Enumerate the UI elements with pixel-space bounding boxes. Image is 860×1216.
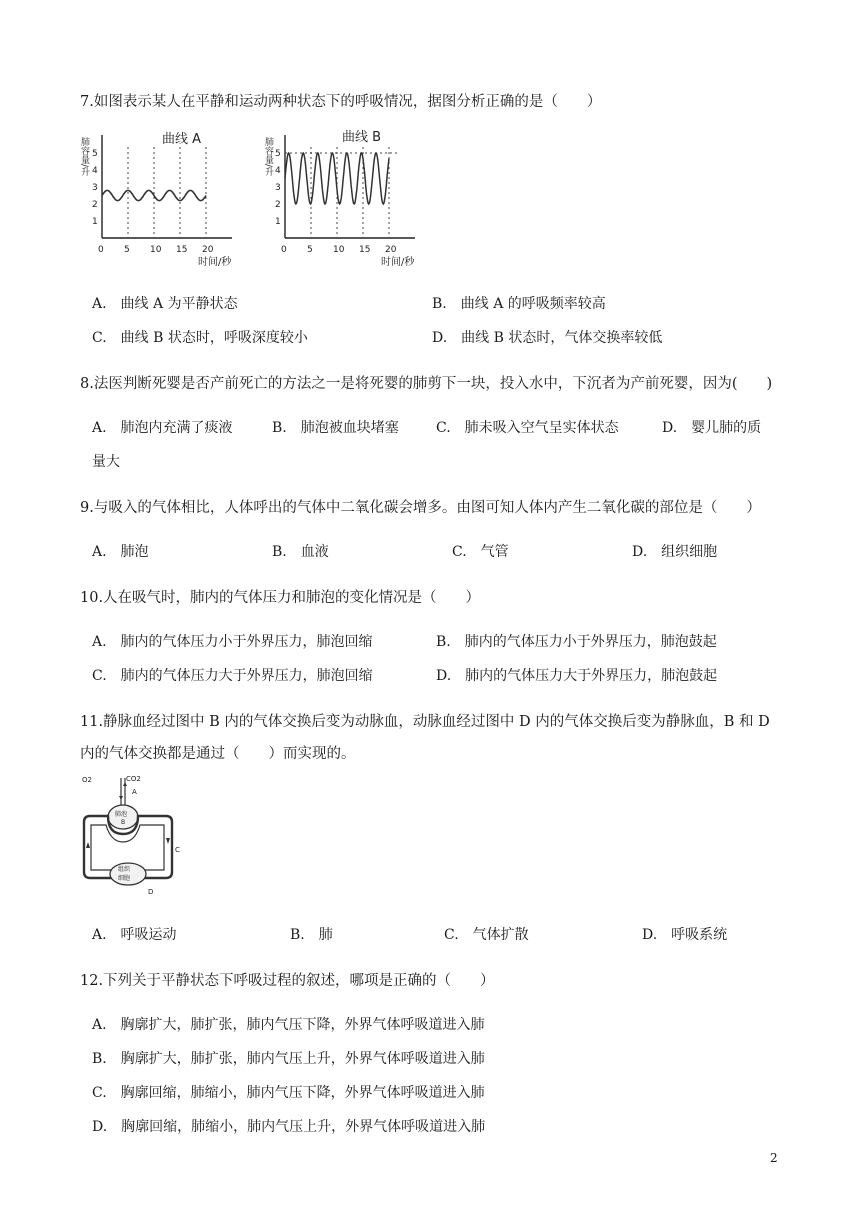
a-ytick-label: 4 (92, 166, 98, 176)
arrow-o2-down (119, 796, 123, 800)
a-xtick-label: 0 (98, 245, 104, 255)
chart-a-ylabel: 肺容量/升 (80, 137, 89, 177)
q11-stem-line2: 内的气体交换都是通过（ ）而实现的。 (80, 746, 356, 762)
q10-option-d[interactable]: D. 肺内的气体压力大于外界压力，肺泡鼓起 (436, 668, 718, 684)
b-ytick-label: 1 (275, 217, 281, 227)
q12-option-b[interactable]: B. 胸廓扩大，肺扩张，肺内气压上升，外界气体呼吸道进入肺 (92, 1051, 485, 1067)
q8-option-b[interactable]: B. 肺泡被血块堵塞 (272, 420, 399, 436)
q11-option-d[interactable]: D. 呼吸系统 (642, 927, 728, 943)
q9-option-d[interactable]: D. 组织细胞 (632, 544, 718, 560)
chart-b-xlabel: 时间/秒 (381, 257, 415, 268)
diagram-b-label: B (121, 819, 126, 826)
diagram-d-bottom: 细胞 (118, 875, 131, 882)
q7-stem: 7.如图表示某人在平静和运动两种状态下的呼吸情况，据图分析正确的是（ ） (80, 94, 602, 110)
a-ytick-label: 5 (92, 149, 98, 159)
q10-option-a[interactable]: A. 肺内的气体压力小于外界压力，肺泡回缩 (92, 634, 373, 650)
q12-option-c[interactable]: C. 胸廓回缩，肺缩小，肺内气压下降，外界气体呼吸道进入肺 (92, 1085, 485, 1101)
q12-stem: 12.下列关于平静状态下呼吸过程的叙述，哪项是正确的（ ） (80, 973, 495, 989)
q11-option-a[interactable]: A. 呼吸运动 (92, 927, 177, 943)
a-xtick-label: 15 (176, 245, 188, 255)
chart-a-xlabel: 时间/秒 (198, 257, 232, 268)
arrow-right-down (166, 838, 170, 844)
q10-option-b[interactable]: B. 肺内的气体压力小于外界压力，肺泡鼓起 (436, 634, 717, 650)
diagram-d-label: D (148, 888, 154, 896)
q7-option-b[interactable]: B. 曲线 A 的呼吸频率较高 (432, 296, 606, 312)
b-xtick-label: 20 (385, 245, 397, 255)
q11-option-c[interactable]: C. 气体扩散 (444, 927, 529, 943)
q9-stem: 9.与吸入的气体相比，人体呼出的气体中二氧化碳会增多。由图可知人体内产生二氧化碳的部位是（ ） (80, 500, 761, 516)
q8-option-d-continuation: 量大 (92, 454, 120, 470)
b-ytick-label: 3 (275, 183, 281, 193)
q7-option-c[interactable]: C. 曲线 B 状态时，呼吸深度较小 (92, 330, 308, 346)
q11-stem-line1: 11.静脉血经过图中 B 内的气体交换后变为动脉血，动脉血经过图中 D 内的气体交换后变为静脉血，B 和 D (80, 714, 770, 730)
chart-b (263, 129, 415, 268)
q12-option-d[interactable]: D. 胸廓回缩，肺缩小，肺内气压上升，外界气体呼吸道进入肺 (92, 1119, 486, 1135)
chart-a-curve (102, 190, 206, 200)
b-ytick-label: 2 (275, 200, 281, 210)
q7-option-d[interactable]: D. 曲线 B 状态时，气体交换率较低 (432, 330, 663, 346)
b-ytick-label: 5 (275, 149, 281, 159)
b-ytick-label: 4 (275, 166, 281, 176)
diagram-a-label: A (132, 788, 137, 796)
chart-b-title: 曲线 B (342, 130, 382, 145)
diagram-c-label: C (175, 846, 180, 854)
a-xtick-label: 10 (150, 245, 162, 255)
q12-option-a[interactable]: A. 胸廓扩大，肺扩张，肺内气压下降，外界气体呼吸道进入肺 (92, 1017, 485, 1033)
q8-option-c[interactable]: C. 肺未吸入空气呈实体状态 (436, 420, 619, 436)
a-ytick-label: 3 (92, 183, 98, 193)
diagram-b-top: 肺泡 (115, 811, 128, 818)
q7-charts (80, 125, 440, 275)
arrow-left-up (86, 842, 90, 848)
q9-option-a[interactable]: A. 肺泡 (92, 544, 149, 560)
q8-option-a[interactable]: A. 肺泡内充满了痰液 (92, 420, 233, 436)
q8-option-d[interactable]: D. 婴儿肺的质 (662, 420, 762, 436)
b-xtick-label: 10 (333, 245, 345, 255)
page-number: 2 (770, 1151, 778, 1165)
a-xtick-label: 20 (202, 245, 214, 255)
chart-a-title: 曲线 A (162, 132, 202, 147)
q11-option-b[interactable]: B. 肺 (290, 927, 333, 943)
q9-option-c[interactable]: C. 气管 (452, 544, 509, 560)
diagram-d-top: 组织 (118, 866, 131, 873)
b-xtick-label: 5 (307, 245, 313, 255)
b-xtick-label: 15 (359, 245, 371, 255)
chart-a (80, 131, 232, 268)
a-ytick-label: 1 (92, 217, 98, 227)
b-xtick-label: 0 (281, 245, 287, 255)
diagram-co2-label: CO2 (126, 775, 141, 783)
q11-diagram (78, 772, 188, 906)
q7-option-a[interactable]: A. 曲线 A 为平静状态 (92, 296, 238, 312)
q8-stem: 8.法医判断死婴是否产前死亡的方法之一是将死婴的肺剪下一块，投入水中，下沉者为产前死婴，因为( ) (80, 376, 773, 392)
q10-option-c[interactable]: C. 肺内的气体压力大于外界压力，肺泡回缩 (92, 668, 373, 684)
q7-figure (80, 125, 440, 279)
a-xtick-label: 5 (124, 245, 130, 255)
q9-option-b[interactable]: B. 血液 (272, 544, 329, 560)
q10-stem: 10.人在吸气时，肺内的气体压力和肺泡的变化情况是（ ） (80, 590, 481, 606)
a-ytick-label: 2 (92, 200, 98, 210)
chart-b-ylabel: 肺容量/升 (263, 137, 273, 177)
diagram-o2-label: O2 (82, 776, 92, 784)
circulation-diagram (78, 772, 188, 902)
